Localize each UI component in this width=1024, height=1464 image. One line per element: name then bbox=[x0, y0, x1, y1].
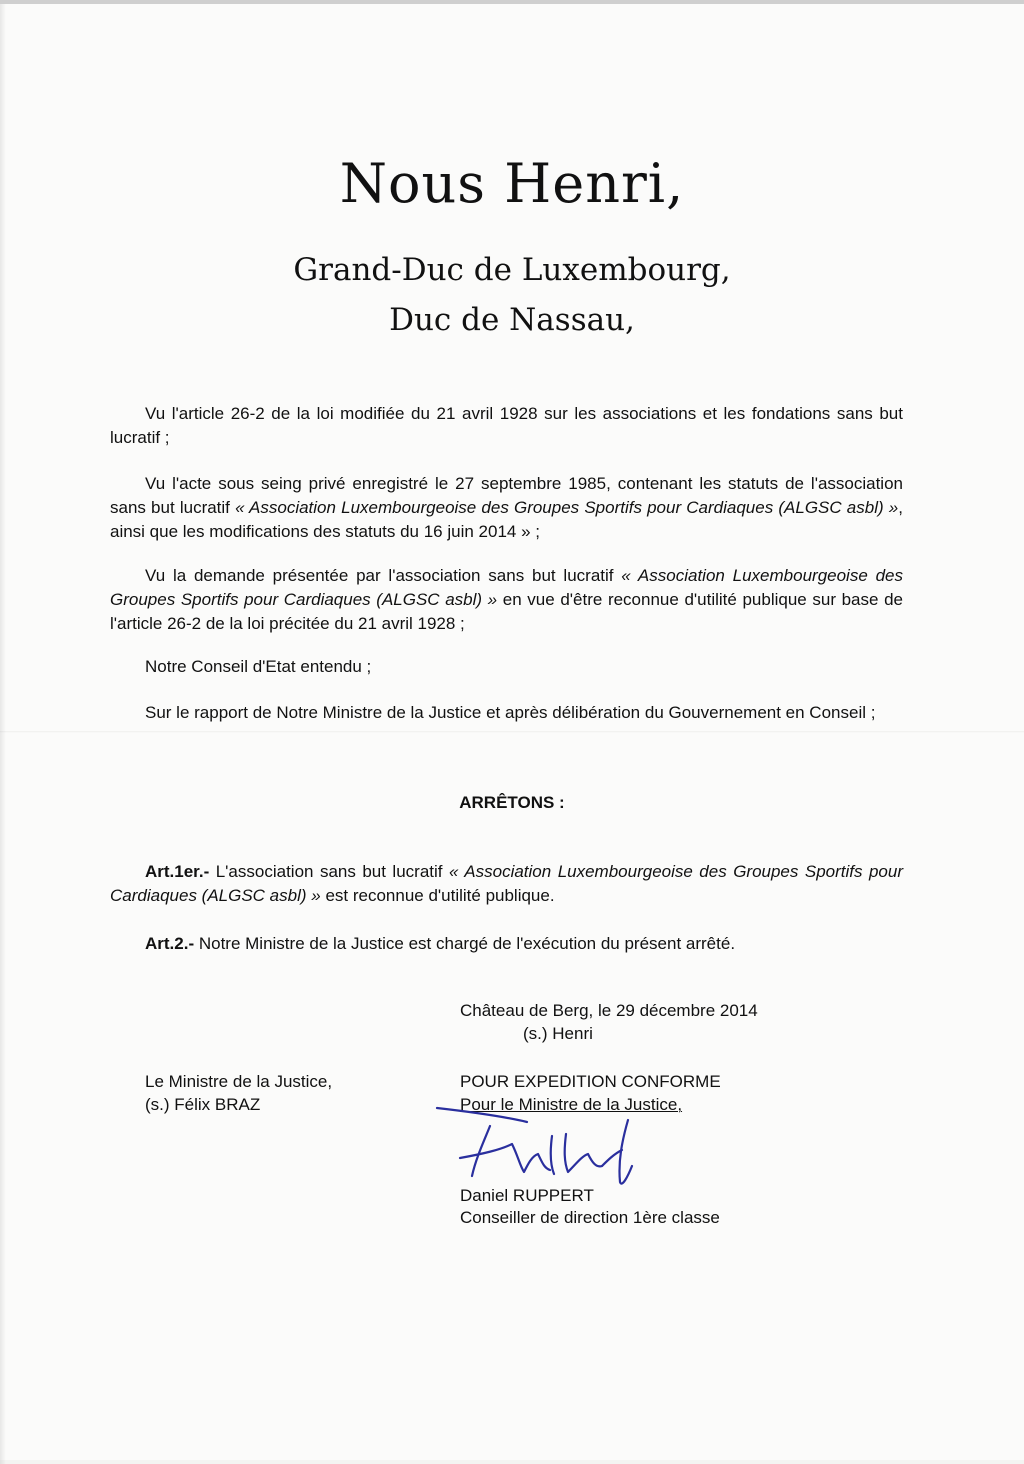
article-2 bbox=[110, 932, 903, 956]
article-text: L'association sans but lucratif bbox=[209, 862, 449, 881]
signatory-name: Daniel RUPPERT bbox=[460, 1186, 594, 1205]
article-label: Art.2.- bbox=[145, 934, 195, 953]
expedition-heading: POUR EXPEDITION CONFORME bbox=[460, 1072, 721, 1091]
article-text: Notre Ministre de la Justice est chargé de l'exécution du présent arrêté. bbox=[194, 934, 736, 953]
consideration-paragraph: Notre Conseil d'Etat entendu ; bbox=[145, 657, 372, 676]
minister-name: (s.) Félix BRAZ bbox=[145, 1095, 261, 1114]
article-1 bbox=[110, 860, 903, 908]
document-subtitle-grand-duke: Grand-Duc de Luxembourg, bbox=[293, 252, 731, 288]
consideration-paragraph bbox=[110, 564, 903, 636]
paper-fold-line bbox=[0, 731, 1024, 733]
consideration-text: Vu l'acte sous seing privé enregistré le 27 septembre 1985, contenant les statuts de l'association sans but lucratif bbox=[110, 474, 903, 517]
minister-title: Le Ministre de la Justice, bbox=[145, 1072, 333, 1091]
on-behalf-of-minister: Pour le Ministre de la Justice, bbox=[460, 1095, 683, 1114]
decree-heading: ARRÊTONS : bbox=[459, 793, 565, 812]
article-text: est reconnue d'utilité publique. bbox=[320, 886, 555, 905]
signed-by-henri: (s.) Henri bbox=[523, 1024, 593, 1043]
consideration-text: en vue d'être reconnue d'utilité publique sur base de l'article 26-2 de la loi précitée du 21 avril 1928 ; bbox=[110, 590, 903, 633]
document-title: Nous Henri, bbox=[339, 152, 685, 215]
consideration-text: Vu la demande présentée par l'association sans but lucratif bbox=[145, 566, 622, 585]
association-name: « Association Luxembourgeoise des Groupes Sportifs pour Cardiaques (ALGSC asbl) » bbox=[110, 566, 903, 609]
handwritten-signature bbox=[432, 1096, 652, 1196]
article-label: Art.1er.- bbox=[145, 862, 210, 881]
place-and-date: Château de Berg, le 29 décembre 2014 bbox=[460, 1001, 758, 1020]
signatory-title: Conseiller de direction 1ère classe bbox=[460, 1208, 720, 1227]
consideration-paragraph bbox=[110, 472, 903, 544]
association-name: « Association Luxembourgeoise des Groupes Sportifs pour Cardiaques (ALGSC asbl) » bbox=[235, 498, 899, 517]
consideration-paragraph: Sur le rapport de Notre Ministre de la Justice et après délibération du Gouvernement en Conseil ; bbox=[145, 703, 876, 722]
association-name: « Association Luxembourgeoise des Groupes Sportifs pour Cardiaques (ALGSC asbl) » bbox=[110, 862, 903, 905]
consideration-text: , ainsi que les modifications des statuts du 16 juin 2014 » ; bbox=[110, 498, 903, 541]
page-edge-shadow bbox=[0, 4, 6, 1464]
consideration-paragraph: Vu l'article 26-2 de la loi modifiée du 21 avril 1928 sur les associations et les fondations sans but lucratif ; bbox=[110, 404, 903, 447]
document-subtitle-duke: Duc de Nassau, bbox=[389, 302, 635, 338]
